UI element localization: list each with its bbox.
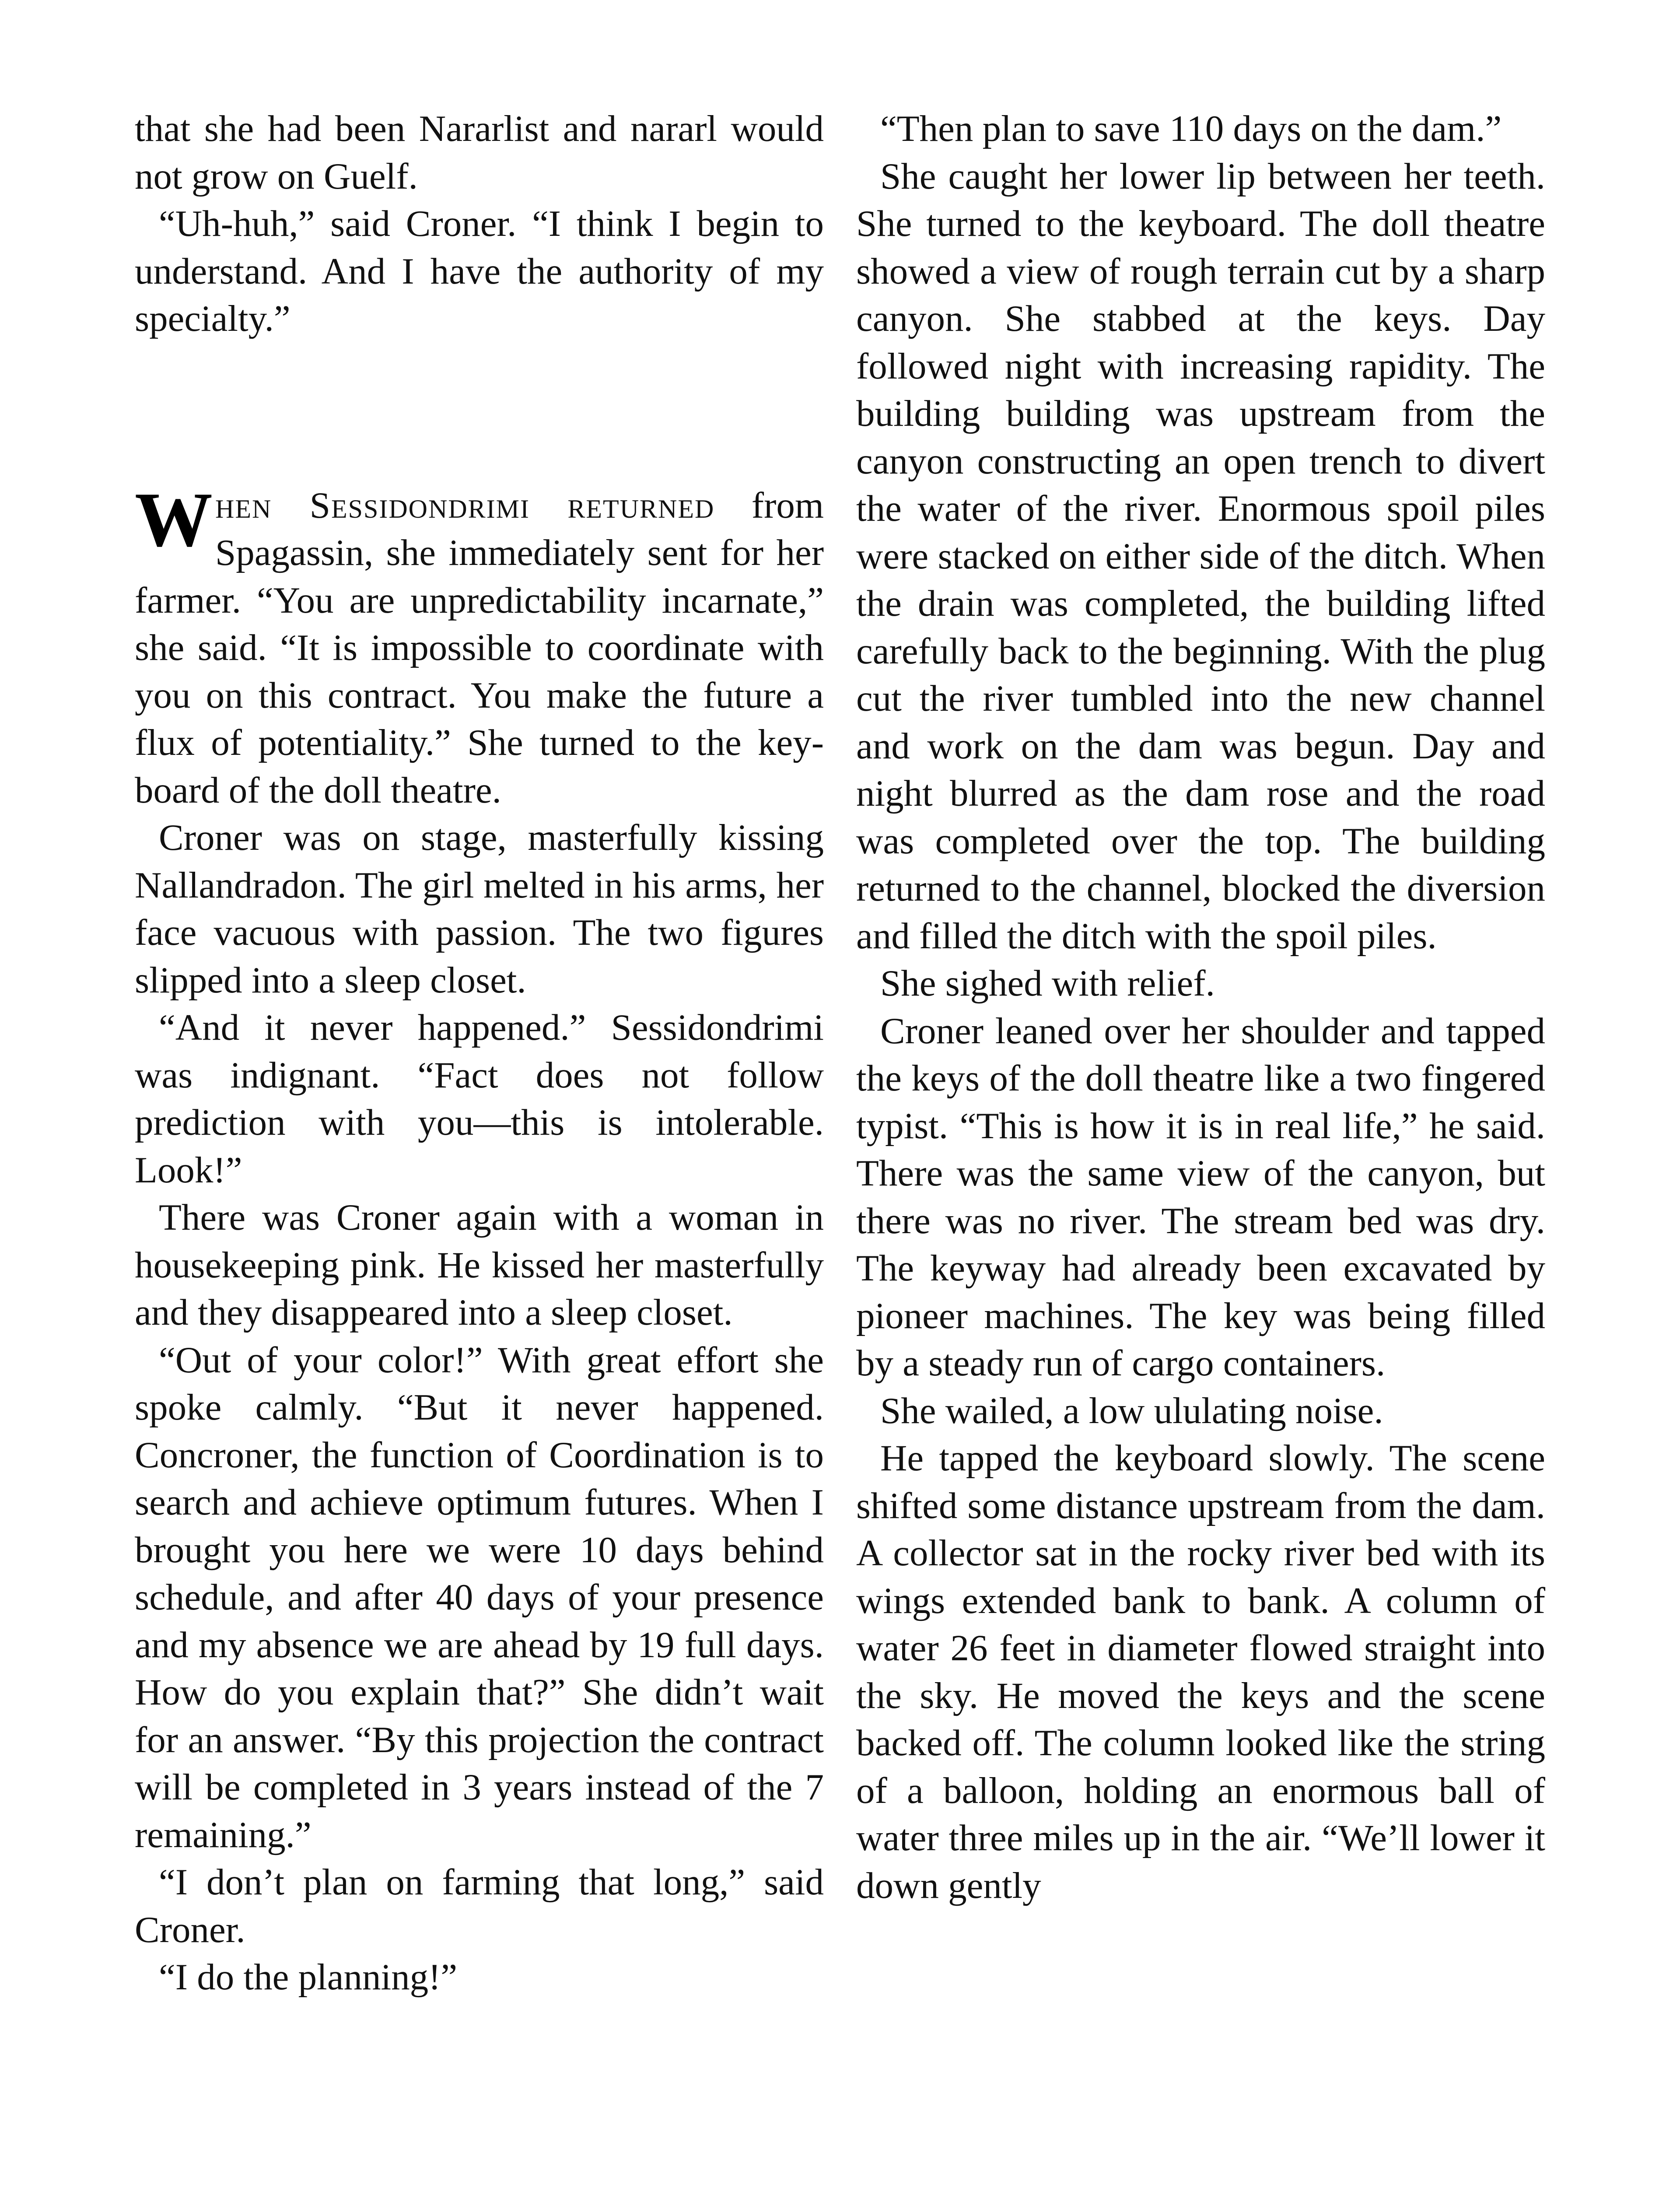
paragraph: She caught her lower lip between her teeth. She turned to the keyboard. The doll theatre showed a view of rough terrain cut by a sharp canyon. She stabbed at the keys. Day followed night with increasing rapidity. The building building was upstream from the canyon constructing an open trench to divert the water of the river. Enormous spoil piles were stacked on either side of the ditch. When the drain was completed, the building lifted carefully back to the beginning. With the plug cut the river tumbled into the new channel and work on the dam was begun. Day and night blurred as the dam rose and the road was completed over the top. The building returned to the channel, blocked the diversion and filled the ditch with the spoil piles.	[856, 155, 1545, 957]
drop-cap: W	[135, 476, 213, 563]
section-opening-paragraph	[135, 476, 824, 814]
paragraph: Croner was on stage, masterfully kissing Nallandradon. The girl melted in his arms, her face vacuous with passion. The two figures slipped into a sleep closet.	[135, 817, 824, 1001]
paragraph: “Then plan to save 110 days on the dam.”	[880, 108, 1502, 149]
paragraph: She wailed, a low ululating noise.	[880, 1390, 1383, 1431]
paragraph: “Uh-huh,” said Croner. “I think I begin to understand. And I have the authority of my specialty.”	[135, 203, 824, 339]
paragraph: He tapped the keyboard slowly. The scene shifted some distance upstream from the dam. A collector sat in the rocky river bed with its wings extended bank to bank. A column of water 26 feet in diameter flowed straight into the sky. He moved the keys and the scene backed off. The column looked like the string of a balloon, holding an enormous ball of water three miles up in the air. “We’ll lower it down gently	[856, 1438, 1545, 1906]
paragraph: “I do the planning!”	[159, 1957, 458, 1998]
left-column	[135, 105, 824, 2001]
section-lead-in: hen Sessidondrimi returned	[215, 484, 715, 526]
paragraph: There was Croner again with a woman in housekeeping pink. He kissed her masterfully and they disappeared into a sleep closet.	[135, 1197, 824, 1333]
paragraph: “Out of your color!” With great effort she spoke calmly. “But it never happened. Concroner, the function of Coordination is to search and achieve optimum futures. When I brought you here we were 10 days behind schedule, and after 40 days of your presence and my absence we are ahead by 19 full days. How do you explain that?” She didn’t wait for an answer. “By this projection the contract will be completed in 3 years instead of the 7 remaining.”	[135, 1339, 824, 1855]
paragraph-text: from Spagassin, she immediately sent for her farmer. “You are unpredictability incarnate,” she said. “It is impossible to coordinate with you on this contract. You make the future a flux of potentiality.” She turned to the keyboard of the doll theatre.	[135, 484, 824, 811]
paragraph: “I don’t plan on farming that long,” said Croner.	[135, 1862, 824, 1950]
paragraph: that she had been Nararlist and nararl would not grow on Guelf.	[135, 108, 824, 197]
paragraph: “And it never happened.” Sessidondrimi was indignant. “Fact does not follow prediction with you—this is intolerable. Look!”	[135, 1007, 824, 1191]
paragraph: Croner leaned over her shoulder and tapped the keys of the doll theatre like a two fingered typist. “This is how it is in real life,” he said. There was the same view of the canyon, but there was no river. The stream bed was dry. The keyway had already been excavated by pioneer machines. The key was being filled by a steady run of cargo containers.	[856, 1010, 1545, 1384]
paragraph: She sighed with relief.	[880, 963, 1215, 1004]
right-column	[856, 105, 1545, 1909]
